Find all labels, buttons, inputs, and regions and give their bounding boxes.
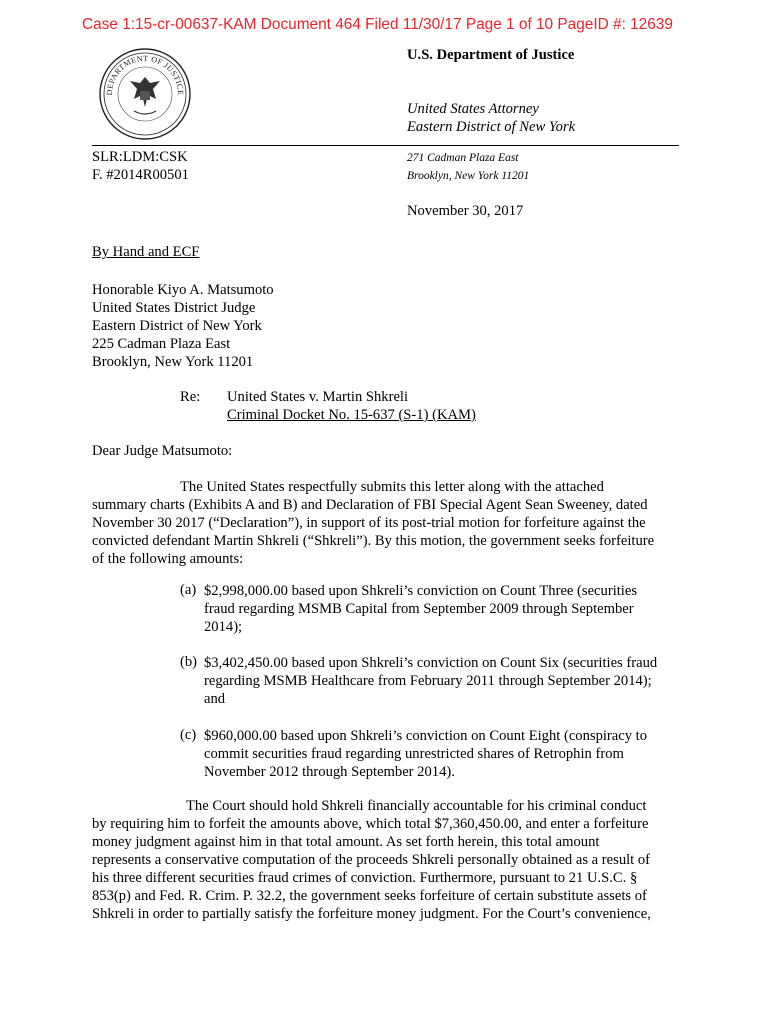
letterhead-rule bbox=[92, 145, 679, 146]
item-line: and bbox=[204, 691, 226, 707]
doj-seal-icon bbox=[98, 47, 192, 141]
re-label: Re: bbox=[180, 389, 201, 405]
filing-header: Case 1:15-cr-00637-KAM Document 464 Filed 11/30/17 Page 1 of 10 PageID #: 12639 bbox=[82, 16, 673, 33]
salutation: Dear Judge Matsumoto: bbox=[92, 443, 233, 459]
svg-text:DEPARTMENT OF JUSTICE: DEPARTMENT OF JUSTICE bbox=[104, 53, 186, 96]
paragraph-line: money judgment against him in that total amount. As set forth herein, this total amount bbox=[92, 834, 600, 850]
item-b-text bbox=[204, 654, 657, 708]
addressee-line: Honorable Kiyo A. Matsumoto bbox=[92, 282, 274, 298]
item-line: 2014); bbox=[204, 619, 243, 635]
office-address-1: 271 Cadman Plaza East bbox=[407, 152, 519, 164]
item-c-marker: (c) bbox=[180, 727, 197, 743]
item-c-text bbox=[204, 727, 647, 781]
item-a-text bbox=[204, 582, 637, 636]
item-line: $3,402,450.00 based upon Shkreli’s conviction on Count Six (securities fraud bbox=[204, 655, 658, 671]
addressee-line: Eastern District of New York bbox=[92, 318, 262, 334]
paragraph-line: convicted defendant Martin Shkreli (“Shkreli”). By this motion, the government seeks forfeiture bbox=[92, 533, 655, 549]
item-a-marker: (a) bbox=[180, 582, 197, 598]
paragraph-line: by requiring him to forfeit the amounts above, which total $7,360,450.00, and enter a forfeiture bbox=[92, 816, 649, 832]
paragraph-line: of the following amounts: bbox=[92, 551, 244, 567]
paragraph-line: The United States respectfully submits this letter along with the attached bbox=[180, 479, 604, 495]
intro-paragraph bbox=[92, 478, 654, 568]
reference-initials: SLR:LDM:CSK bbox=[92, 149, 188, 165]
paragraph-line: summary charts (Exhibits A and B) and Declaration of FBI Special Agent Sean Sweeney, dated bbox=[92, 497, 648, 513]
department-name: U.S. Department of Justice bbox=[407, 47, 575, 63]
office-line-1: United States Attorney bbox=[407, 101, 539, 117]
argument-paragraph bbox=[92, 797, 651, 923]
office-address-2: Brooklyn, New York 11201 bbox=[407, 170, 530, 182]
item-line: commit securities fraud regarding unrestricted shares of Retrophin from bbox=[204, 746, 624, 762]
delivery-method: By Hand and ECF bbox=[92, 244, 200, 260]
paragraph-line: represents a conservative computation of the proceeds Shkreli personally obtained as a result of bbox=[92, 852, 651, 868]
item-line: November 2012 through September 2014). bbox=[204, 764, 455, 780]
item-line: regarding MSMB Healthcare from February 2011 through September 2014); bbox=[204, 673, 652, 689]
letter-date: November 30, 2017 bbox=[407, 203, 524, 219]
re-case-name: United States v. Martin Shkreli bbox=[227, 389, 409, 405]
paragraph-line: Shkreli in order to partially satisfy the forfeiture money judgment. For the Court’s convenience, bbox=[92, 906, 651, 922]
item-line: $960,000.00 based upon Shkreli’s conviction on Count Eight (conspiracy to bbox=[204, 728, 648, 744]
item-line: fraud regarding MSMB Capital from September 2009 through September bbox=[204, 601, 634, 617]
paragraph-line: November 30 2017 (“Declaration”), in support of its post-trial motion for forfeiture against the bbox=[92, 515, 646, 531]
paragraph-line: his three different securities fraud crimes of conviction. Furthermore, pursuant to 21 U.S.C. § bbox=[92, 870, 638, 886]
office-line-2: Eastern District of New York bbox=[407, 119, 576, 135]
addressee-line: United States District Judge bbox=[92, 300, 256, 316]
paragraph-line: 853(p) and Fed. R. Crim. P. 32.2, the government seeks forfeiture of certain substitute assets of bbox=[92, 888, 647, 904]
addressee-line: 225 Cadman Plaza East bbox=[92, 336, 231, 352]
file-number: F. #2014R00501 bbox=[92, 167, 189, 183]
paragraph-line: The Court should hold Shkreli financially accountable for his criminal conduct bbox=[186, 798, 647, 814]
addressee-block bbox=[92, 281, 274, 371]
item-line: $2,998,000.00 based upon Shkreli’s conviction on Count Three (securities bbox=[204, 583, 638, 599]
item-b-marker: (b) bbox=[180, 654, 198, 670]
addressee-line: Brooklyn, New York 11201 bbox=[92, 354, 254, 370]
re-docket: Criminal Docket No. 15-637 (S-1) (KAM) bbox=[227, 407, 476, 423]
